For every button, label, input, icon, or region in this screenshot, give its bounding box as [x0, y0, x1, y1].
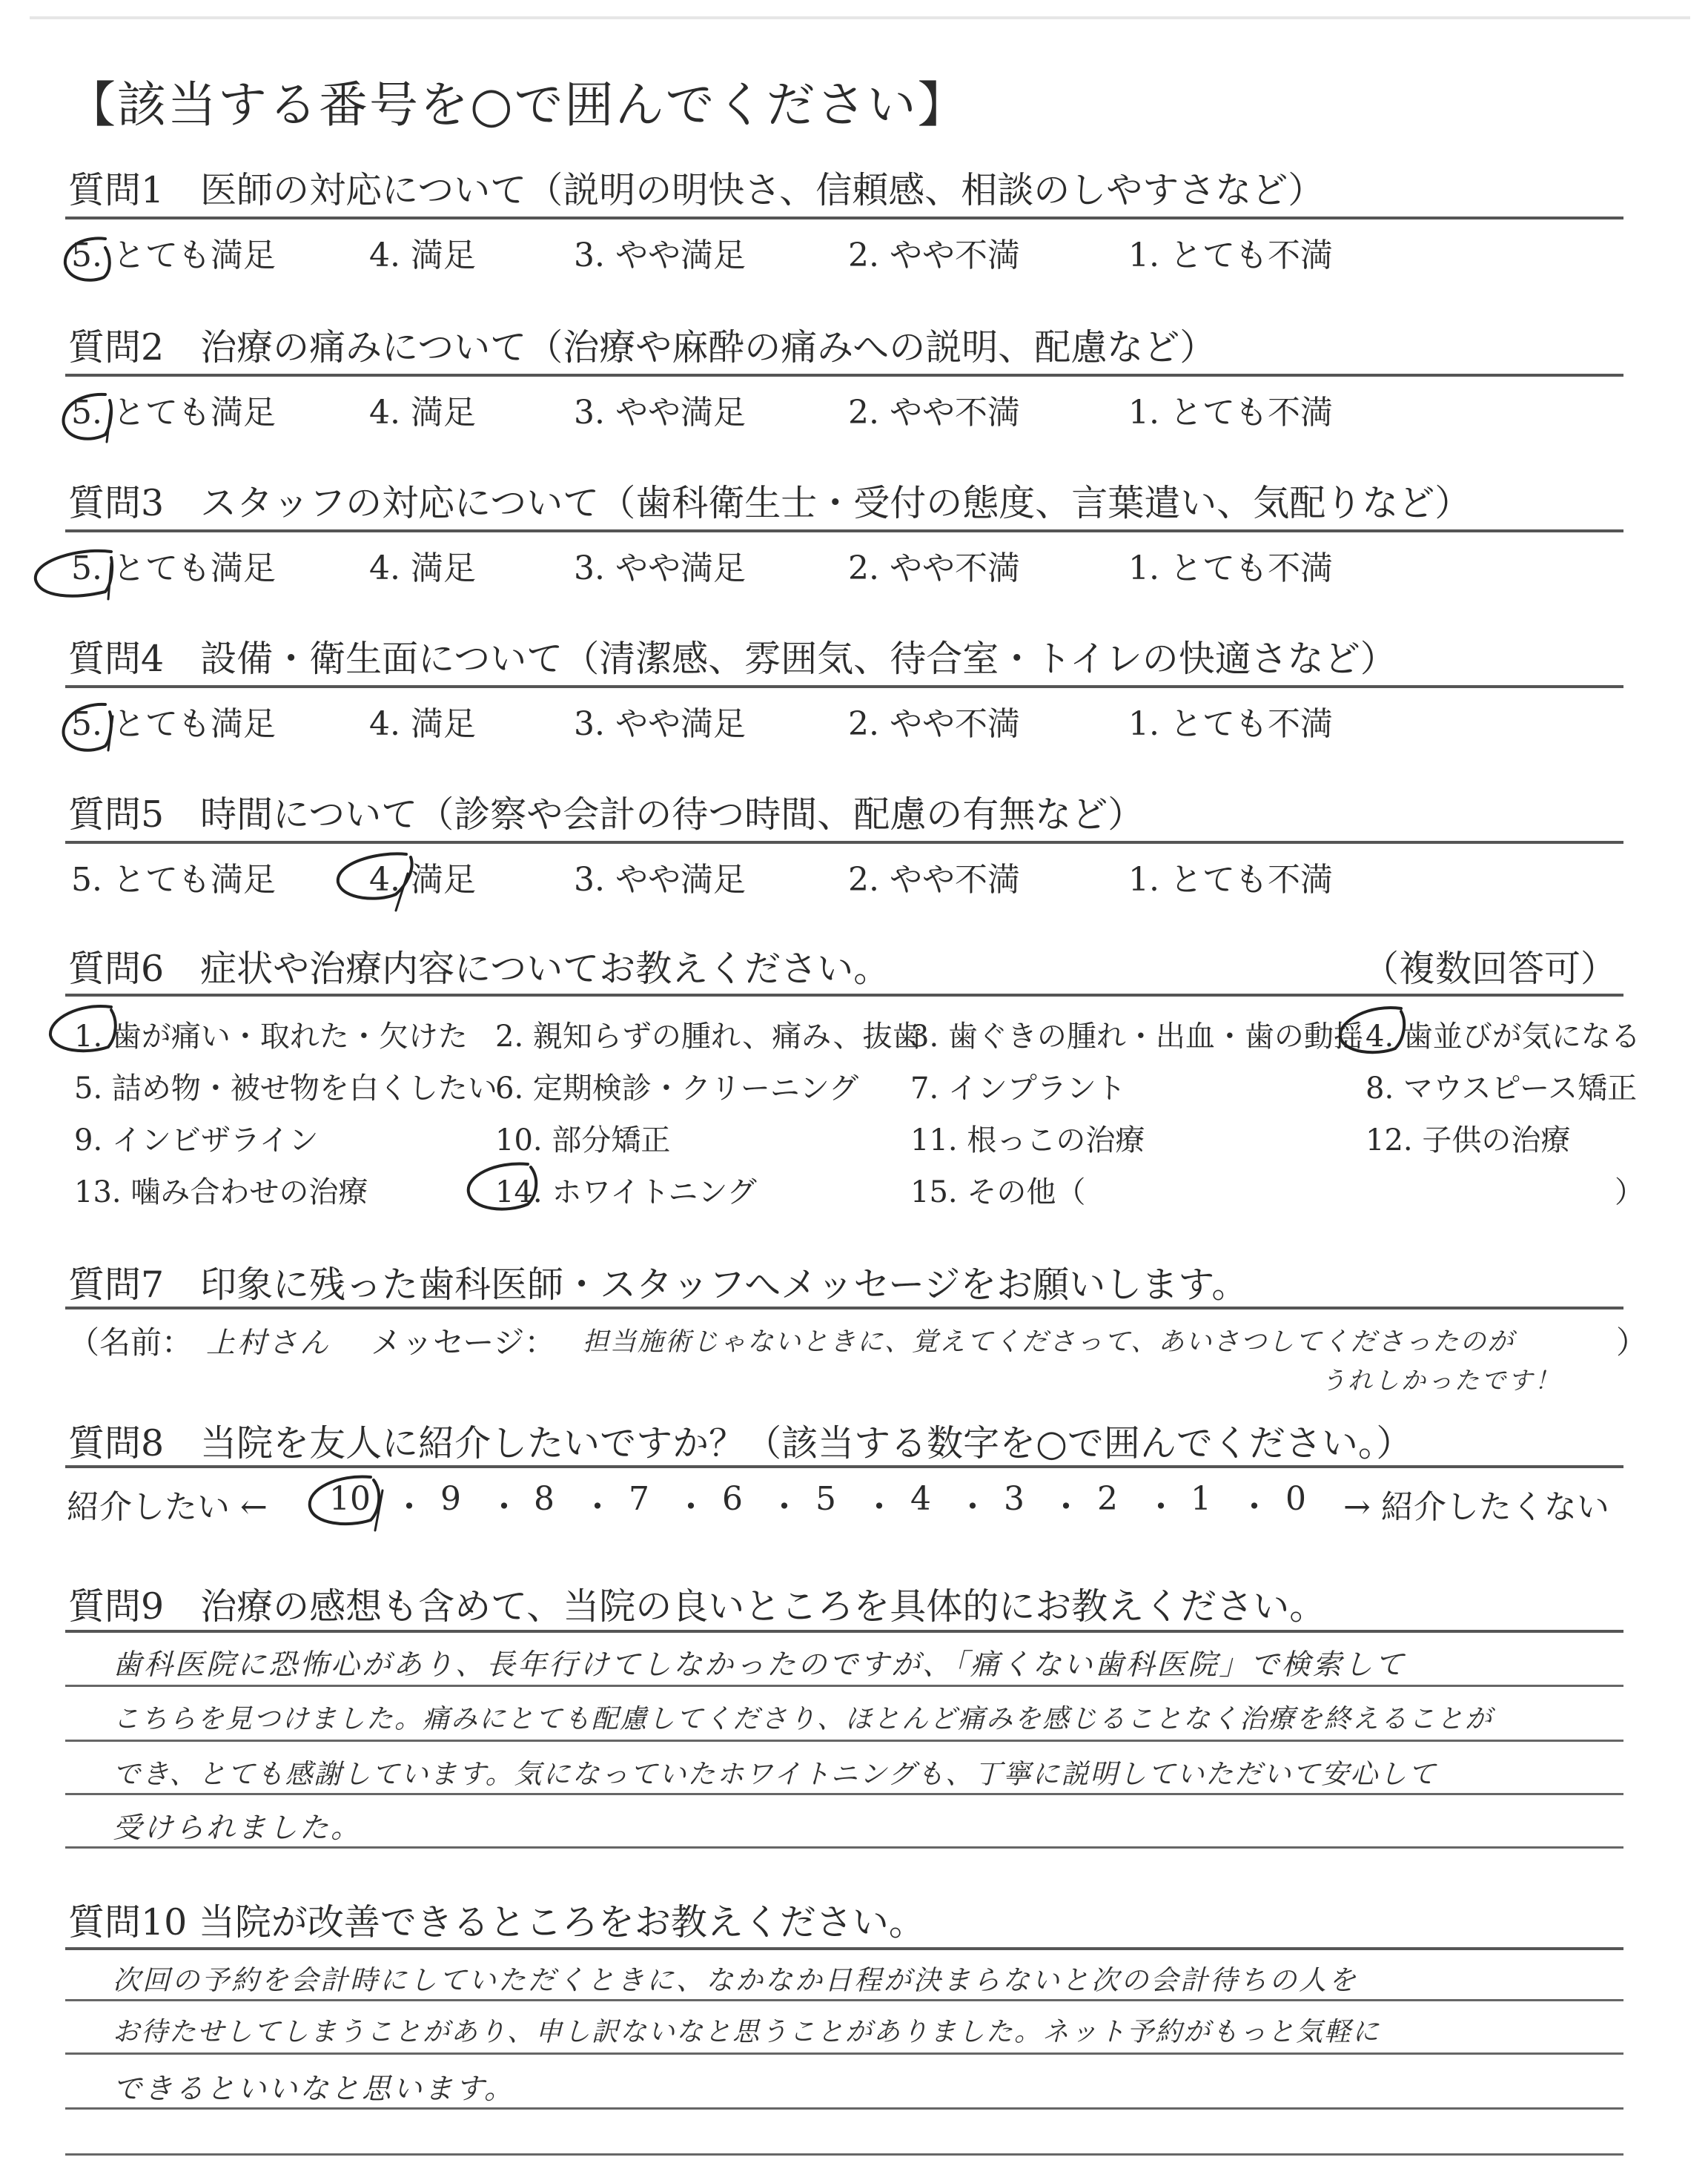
- q10-answer-line3[interactable]: できるといいなと思います。: [113, 2073, 515, 2106]
- q4-option-1[interactable]: 1. とても不満: [1128, 705, 1333, 743]
- q8-dot: ・: [768, 1488, 801, 1526]
- q4-option-3[interactable]: 3. やや満足: [574, 705, 746, 743]
- q9-answer-line2[interactable]: こちらを見つけました。痛みにとても配慮してくださり、ほとんど痛みを感じることなく治療を終えることが: [113, 1704, 1494, 1734]
- q8-scale-6[interactable]: 6: [722, 1480, 743, 1518]
- q9-answer-line3[interactable]: でき、とても感謝しています。気になっていたホワイトニングも、丁寧に説明していただいて安心して: [113, 1758, 1437, 1790]
- q6-option-3[interactable]: 3. 歯ぐきの腫れ・出血・歯の動揺: [910, 1020, 1363, 1054]
- q8-dot: ・: [675, 1488, 707, 1526]
- q6-title: 質問6 症状や治療内容についてお教えください。: [68, 948, 890, 990]
- q8-dot: ・: [1145, 1488, 1177, 1526]
- q5-option-1[interactable]: 1. とても不満: [1128, 861, 1333, 899]
- q8-dot: ・: [581, 1488, 614, 1526]
- q7-title: 質問7 印象に残った歯科医師・スタッフへメッセージをお願いします。: [68, 1264, 1248, 1306]
- q8-rule: [65, 1465, 1623, 1468]
- q4-rule: [65, 685, 1623, 688]
- q2-option-2[interactable]: 2. やや不満: [848, 394, 1020, 432]
- q6-option-8[interactable]: 8. マウスピース矯正: [1366, 1071, 1638, 1106]
- q1-option-2[interactable]: 2. やや不満: [848, 237, 1020, 274]
- q3-option-4[interactable]: 4. 満足: [369, 549, 476, 587]
- q8-right-label: → 紹介したくない: [1343, 1488, 1609, 1526]
- q7-rule: [65, 1307, 1623, 1309]
- q9-line-divider: [65, 1846, 1623, 1849]
- q5-option-2[interactable]: 2. やや不満: [848, 861, 1020, 899]
- q2-rule: [65, 374, 1623, 377]
- q2-option-5[interactable]: 5. とても満足: [71, 394, 276, 432]
- q1-option-5[interactable]: 5. とても満足: [71, 237, 276, 274]
- q8-dot: ・: [393, 1488, 426, 1526]
- q5-option-4[interactable]: 4. 満足: [369, 861, 476, 899]
- q10-rule: [65, 1947, 1623, 1950]
- q9-line-divider: [65, 1685, 1623, 1687]
- q10-answer-line1[interactable]: 次回の予約を会計時にしていただくときに、なかなか日程が決まらないと次の会計待ちの人を: [113, 1964, 1358, 1996]
- q8-check-tick: [375, 1490, 383, 1530]
- q10-line-divider: [65, 2052, 1623, 2055]
- q6-note: （複数回答可）: [1363, 948, 1618, 990]
- q9-answer-line1[interactable]: 歯科医院に恐怖心があり、長年行けてしなかったのですが、「痛くない歯科医院」で検索して: [113, 1648, 1406, 1682]
- q5-option-5[interactable]: 5. とても満足: [71, 861, 276, 899]
- q8-dot: ・: [488, 1488, 520, 1526]
- q1-option-1[interactable]: 1. とても不満: [1128, 237, 1333, 274]
- q10-line-divider: [65, 2107, 1623, 2110]
- q6-option-6[interactable]: 6. 定期検診・クリーニング: [495, 1071, 859, 1106]
- q8-left-label: 紹介したい ←: [67, 1488, 268, 1526]
- q6-option-10[interactable]: 10. 部分矯正: [495, 1123, 671, 1157]
- q6-option-14[interactable]: 14. ホワイトニング: [495, 1175, 757, 1209]
- q1-title: 質問1 医師の対応について（説明の明快さ、信頼感、相談のしやすさなど）: [68, 169, 1325, 211]
- q5-title: 質問5 時間について（診察や会計の待つ時間、配慮の有無など）: [68, 793, 1145, 836]
- q8-scale-2[interactable]: 2: [1097, 1480, 1118, 1518]
- q2-option-1[interactable]: 1. とても不満: [1128, 394, 1333, 432]
- q2-title: 質問2 治療の痛みについて（治療や麻酔の痛みへの説明、配慮など）: [68, 326, 1217, 369]
- page-top-edge: [30, 16, 1690, 19]
- q6-option-5[interactable]: 5. 詰め物・被せ物を白くしたい: [74, 1071, 497, 1106]
- q1-option-3[interactable]: 3. やや満足: [574, 237, 746, 274]
- q8-scale-9[interactable]: 9: [440, 1480, 461, 1518]
- q10-answer-line2[interactable]: お待たせしてしまうことがあり、申し訳ないなと思うことがありました。ネット予約がもっと気軽に: [113, 2017, 1381, 2047]
- q6-option-7[interactable]: 7. インプラント: [910, 1071, 1126, 1106]
- q6-option-1[interactable]: 1. 歯が痛い・取れた・欠けた: [74, 1020, 468, 1054]
- q9-line-divider: [65, 1793, 1623, 1795]
- q8-dot: ・: [863, 1488, 896, 1526]
- q6-option-15[interactable]: 15. その他（: [910, 1175, 1086, 1209]
- q7-message-line1[interactable]: 担当施術じゃないときに、覚えてくださって、あいさつしてくださったのが: [583, 1327, 1515, 1357]
- page-title: 【該当する番号を○で囲んでください】: [67, 76, 968, 133]
- q2-option-3[interactable]: 3. やや満足: [574, 394, 746, 432]
- q8-dot: ・: [956, 1488, 989, 1526]
- q10-title: 質問10 当院が改善できるところをお教えください。: [68, 1901, 925, 1943]
- q1-rule: [65, 217, 1623, 219]
- q9-title: 質問9 治療の感想も含めて、当院の良いところを具体的にお教えください。: [68, 1585, 1326, 1628]
- q6-option-12[interactable]: 12. 子供の治療: [1366, 1123, 1571, 1157]
- q8-scale-10[interactable]: 10: [329, 1480, 371, 1518]
- q8-dot: ・: [1050, 1488, 1082, 1526]
- q7-message-label: メッセージ：: [371, 1324, 556, 1361]
- q3-option-1[interactable]: 1. とても不満: [1128, 549, 1333, 587]
- q9-rule: [65, 1630, 1623, 1633]
- q6-option-9[interactable]: 9. インビザライン: [74, 1123, 319, 1157]
- q3-option-5[interactable]: 5. とても満足: [71, 549, 276, 587]
- q6-option-2[interactable]: 2. 親知らずの腫れ、痛み、抜歯: [495, 1020, 922, 1054]
- q6-option-11[interactable]: 11. 根っこの治療: [910, 1123, 1145, 1157]
- q3-rule: [65, 529, 1623, 532]
- q4-option-2[interactable]: 2. やや不満: [848, 705, 1020, 743]
- q10-line-divider: [65, 1999, 1623, 2001]
- q3-option-3[interactable]: 3. やや満足: [574, 549, 746, 587]
- q7-name-label: （名前：: [68, 1324, 193, 1361]
- q6-other-close: ）: [1615, 1175, 1644, 1209]
- q2-option-4[interactable]: 4. 満足: [369, 394, 476, 432]
- q7-name-value[interactable]: 上村さん: [206, 1327, 331, 1360]
- q6-option-4[interactable]: 4. 歯並びが気になる: [1366, 1020, 1641, 1054]
- q6-rule: [65, 994, 1623, 997]
- q9-answer-line4[interactable]: 受けられました。: [113, 1811, 363, 1845]
- q1-option-4[interactable]: 4. 満足: [369, 237, 476, 274]
- q8-scale-1[interactable]: 1: [1191, 1480, 1211, 1518]
- q3-option-2[interactable]: 2. やや不満: [848, 549, 1020, 587]
- q4-title: 質問4 設備・衛生面について（清潔感、雰囲気、待合室・トイレの快適さなど）: [68, 638, 1397, 680]
- q4-option-5[interactable]: 5. とても満足: [71, 705, 276, 743]
- q8-dot: ・: [1238, 1488, 1271, 1526]
- q7-close-paren: ）: [1616, 1324, 1648, 1361]
- q8-title: 質問8 当院を友人に紹介したいですか？（該当する数字を○で囲んでください。）: [68, 1422, 1413, 1464]
- q6-option-13[interactable]: 13. 噛み合わせの治療: [74, 1175, 368, 1209]
- q5-option-3[interactable]: 3. やや満足: [574, 861, 746, 899]
- q10-line-divider: [65, 2153, 1623, 2156]
- q3-title: 質問3 スタッフの対応について（歯科衛生士・受付の態度、言葉遣い、気配りなど）: [68, 482, 1472, 524]
- q8-scale-7[interactable]: 7: [629, 1480, 649, 1518]
- q8-scale-8[interactable]: 8: [534, 1480, 555, 1518]
- q9-line-divider: [65, 1740, 1623, 1742]
- q8-scale-5[interactable]: 5: [815, 1480, 836, 1518]
- q8-scale-3[interactable]: 3: [1004, 1480, 1025, 1518]
- q5-rule: [65, 841, 1623, 844]
- q7-message-line2[interactable]: うれしかったです！: [1321, 1366, 1561, 1395]
- q8-scale-4[interactable]: 4: [910, 1480, 931, 1518]
- q8-scale-0[interactable]: 0: [1285, 1480, 1306, 1518]
- q4-option-4[interactable]: 4. 満足: [369, 705, 476, 743]
